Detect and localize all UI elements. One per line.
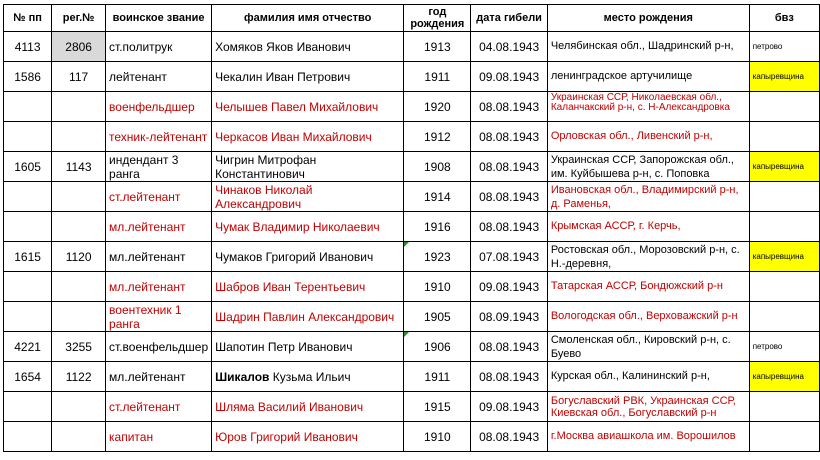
- cell-num[interactable]: [4, 182, 52, 212]
- cell-bvz[interactable]: капыревщина: [749, 362, 819, 392]
- cell-place[interactable]: Ивановская обл., Владимирский р-н, д. Раменья,: [547, 182, 749, 212]
- cell-born[interactable]: 1915: [404, 392, 471, 422]
- cell-died[interactable]: 08.08.1943: [471, 422, 547, 452]
- cell-born[interactable]: 1906: [404, 332, 471, 362]
- cell-rank[interactable]: лейтенант: [106, 62, 212, 92]
- cell-reg[interactable]: [52, 212, 106, 242]
- cell-num[interactable]: 1605: [4, 152, 52, 182]
- cell-died[interactable]: 08.09.1943: [471, 302, 547, 332]
- cell-name[interactable]: Чумаков Григорий Иванович: [212, 242, 404, 272]
- header-born[interactable]: год рождения: [404, 5, 471, 32]
- cell-num[interactable]: [4, 122, 52, 152]
- cell-num[interactable]: 1615: [4, 242, 52, 272]
- cell-bvz[interactable]: [749, 122, 819, 152]
- cell-num[interactable]: [4, 92, 52, 122]
- table-row: [4, 62, 820, 92]
- burial-records-table: [3, 4, 820, 452]
- table-row: [4, 332, 820, 362]
- cell-died[interactable]: 08.08.1943: [471, 122, 547, 152]
- cell-reg[interactable]: [52, 272, 106, 302]
- cell-num[interactable]: [4, 272, 52, 302]
- cell-born[interactable]: 1920: [404, 92, 471, 122]
- cell-rank[interactable]: ст.лейтенант: [106, 392, 212, 422]
- cell-place[interactable]: Вологодская обл., Верховажский р-н: [547, 302, 749, 332]
- cell-rank[interactable]: индендант 3 ранга: [106, 152, 212, 182]
- cell-reg[interactable]: [52, 392, 106, 422]
- cell-name-rest: Кузьма Ильич: [269, 369, 351, 384]
- cell-place[interactable]: Челябинская обл., Шадринский р-н,: [547, 32, 749, 62]
- cell-place[interactable]: ленинградское артучилище: [547, 62, 749, 92]
- header-row: [4, 5, 820, 32]
- cell-name-surname: Шикалов: [215, 369, 270, 384]
- cell-name[interactable]: Черкасов Иван Михайлович: [212, 122, 404, 152]
- cell-bvz[interactable]: петрово: [749, 32, 819, 62]
- cell-name[interactable]: Юров Григорий Иванович: [212, 422, 404, 452]
- cell-place[interactable]: г.Москва авиашкола им. Ворошилов: [547, 422, 749, 452]
- cell-bvz[interactable]: [749, 302, 819, 332]
- cell-place[interactable]: Ростовская обл., Морозовский р-н, с. Н.-деревня,: [547, 242, 749, 272]
- table-row: [4, 92, 820, 122]
- cell-bvz[interactable]: капыревщина: [749, 242, 819, 272]
- cell-rank[interactable]: мл.лейтенант: [106, 362, 212, 392]
- cell-died[interactable]: 08.08.1943: [471, 212, 547, 242]
- cell-name[interactable]: Челышев Павел Михайлович: [212, 92, 404, 122]
- cell-rank[interactable]: военфельдшер: [106, 92, 212, 122]
- header-place[interactable]: место рождения: [547, 5, 749, 32]
- table-row: [4, 212, 820, 242]
- cell-died[interactable]: 07.08.1943: [471, 242, 547, 272]
- cell-bvz[interactable]: капыревщина: [749, 152, 819, 182]
- cell-rank[interactable]: ст.политрук: [106, 32, 212, 62]
- cell-num[interactable]: [4, 392, 52, 422]
- cell-num[interactable]: 4221: [4, 332, 52, 362]
- table-row: [4, 302, 820, 332]
- cell-died[interactable]: 09.08.1943: [471, 392, 547, 422]
- cell-place[interactable]: [547, 392, 749, 422]
- cell-born[interactable]: 1911: [404, 362, 471, 392]
- cell-reg[interactable]: [52, 302, 106, 332]
- cell-bvz[interactable]: [749, 212, 819, 242]
- cell-rank[interactable]: мл.лейтенант: [106, 272, 212, 302]
- cell-name[interactable]: Шапотин Петр Иванович: [212, 332, 404, 362]
- cell-num[interactable]: 1586: [4, 62, 52, 92]
- cell-born[interactable]: 1914: [404, 182, 471, 212]
- cell-name[interactable]: Чумак Владимир Николаевич: [212, 212, 404, 242]
- cell-reg[interactable]: [52, 422, 106, 452]
- cell-place[interactable]: Курская обл., Калининский р-н,: [547, 362, 749, 392]
- cell-bvz[interactable]: [749, 182, 819, 212]
- cell-rank[interactable]: техник-лейтенант: [106, 122, 212, 152]
- cell-reg[interactable]: [52, 182, 106, 212]
- cell-num[interactable]: [4, 422, 52, 452]
- table-row: [4, 362, 820, 392]
- header-died[interactable]: дата гибели: [471, 5, 547, 32]
- cell-born[interactable]: 1905: [404, 302, 471, 332]
- cell-rank[interactable]: мл.лейтенант: [106, 212, 212, 242]
- cell-place-text: Богуславский РВК, Украинская ССР, Киевская обл., Богуславский р-н: [550, 394, 736, 419]
- table-row: [4, 242, 820, 272]
- table-row: [4, 272, 820, 302]
- cell-bvz[interactable]: [749, 272, 819, 302]
- cell-born[interactable]: 1923: [404, 242, 471, 272]
- cell-died[interactable]: 09.08.1943: [471, 62, 547, 92]
- cell-name[interactable]: Чинаков Николай Александрович: [212, 182, 404, 212]
- cell-rank[interactable]: капитан: [106, 422, 212, 452]
- cell-bvz[interactable]: [749, 422, 819, 452]
- cell-died[interactable]: 08.08.1943: [471, 92, 547, 122]
- cell-reg[interactable]: [52, 92, 106, 122]
- cell-died[interactable]: 04.08.1943: [471, 32, 547, 62]
- header-name[interactable]: фамилия имя отчество: [212, 5, 404, 32]
- header-reg[interactable]: рег.№: [52, 5, 106, 32]
- cell-place[interactable]: Крымская АССР, г. Керчь,: [547, 212, 749, 242]
- cell-born[interactable]: 1913: [404, 32, 471, 62]
- cell-num[interactable]: [4, 212, 52, 242]
- cell-reg[interactable]: 1120: [52, 242, 106, 272]
- cell-died[interactable]: 08.08.1943: [471, 362, 547, 392]
- table-row: [4, 392, 820, 422]
- cell-name[interactable]: Чигрин Митрофан Константинович: [212, 152, 404, 182]
- table-row: [4, 182, 820, 212]
- cell-born[interactable]: 1916: [404, 212, 471, 242]
- cell-rank[interactable]: ст.военфельдшер: [106, 332, 212, 362]
- cell-born[interactable]: 1912: [404, 122, 471, 152]
- cell-name[interactable]: Чекалин Иван Петрович: [212, 62, 404, 92]
- cell-died[interactable]: 08.08.1943: [471, 182, 547, 212]
- cell-name[interactable]: Шадрин Павлин Александрович: [212, 302, 404, 332]
- cell-num[interactable]: [4, 302, 52, 332]
- cell-born[interactable]: 1911: [404, 62, 471, 92]
- cell-rank[interactable]: воентехник 1 ранга: [106, 302, 212, 332]
- cell-name[interactable]: Шабров Иван Терентьевич: [212, 272, 404, 302]
- cell-place[interactable]: Украинская ССР, Запорожская обл., им. Куйбышева р-н, с. Поповка: [547, 152, 749, 182]
- cell-place[interactable]: [547, 92, 749, 122]
- table-row: [4, 422, 820, 452]
- table-row: [4, 32, 820, 62]
- cell-born[interactable]: 1908: [404, 152, 471, 182]
- cell-reg[interactable]: 2806: [52, 32, 106, 62]
- cell-died[interactable]: 08.08.1943: [471, 152, 547, 182]
- cell-rank[interactable]: ст.лейтенант: [106, 182, 212, 212]
- cell-num[interactable]: 4113: [4, 32, 52, 62]
- cell-name[interactable]: Шляма Василий Иванович: [212, 392, 404, 422]
- cell-born[interactable]: 1910: [404, 272, 471, 302]
- cell-born[interactable]: 1910: [404, 422, 471, 452]
- header-num[interactable]: № пп: [4, 5, 52, 32]
- table-row: [4, 122, 820, 152]
- cell-num[interactable]: 1654: [4, 362, 52, 392]
- cell-place-text: Украинская ССР, Николаевская обл., Каланчакский р-н, с. Н-Александровка: [550, 92, 730, 113]
- header-bvz[interactable]: бвз: [749, 5, 819, 32]
- cell-died[interactable]: 09.08.1943: [471, 272, 547, 302]
- cell-place[interactable]: Орловская обл., Ливенский р-н,: [547, 122, 749, 152]
- cell-reg[interactable]: 1122: [52, 362, 106, 392]
- cell-reg[interactable]: 3255: [52, 332, 106, 362]
- cell-reg[interactable]: 117: [52, 62, 106, 92]
- cell-bvz[interactable]: капыревщина: [749, 62, 819, 92]
- cell-place[interactable]: Смоленская обл., Кировский р-н, с. Буево: [547, 332, 749, 362]
- cell-place[interactable]: Татарская АССР, Бондюжский р-н: [547, 272, 749, 302]
- cell-name[interactable]: Хомяков Яков Иванович: [212, 32, 404, 62]
- cell-reg[interactable]: 1143: [52, 152, 106, 182]
- cell-rank[interactable]: мл.лейтенант: [106, 242, 212, 272]
- cell-bvz[interactable]: [749, 392, 819, 422]
- cell-bvz[interactable]: [749, 92, 819, 122]
- cell-bvz[interactable]: петрово: [749, 332, 819, 362]
- cell-name[interactable]: [212, 362, 404, 392]
- header-rank[interactable]: воинское звание: [106, 5, 212, 32]
- cell-died[interactable]: 08.08.1943: [471, 332, 547, 362]
- cell-reg[interactable]: [52, 122, 106, 152]
- table-row: [4, 152, 820, 182]
